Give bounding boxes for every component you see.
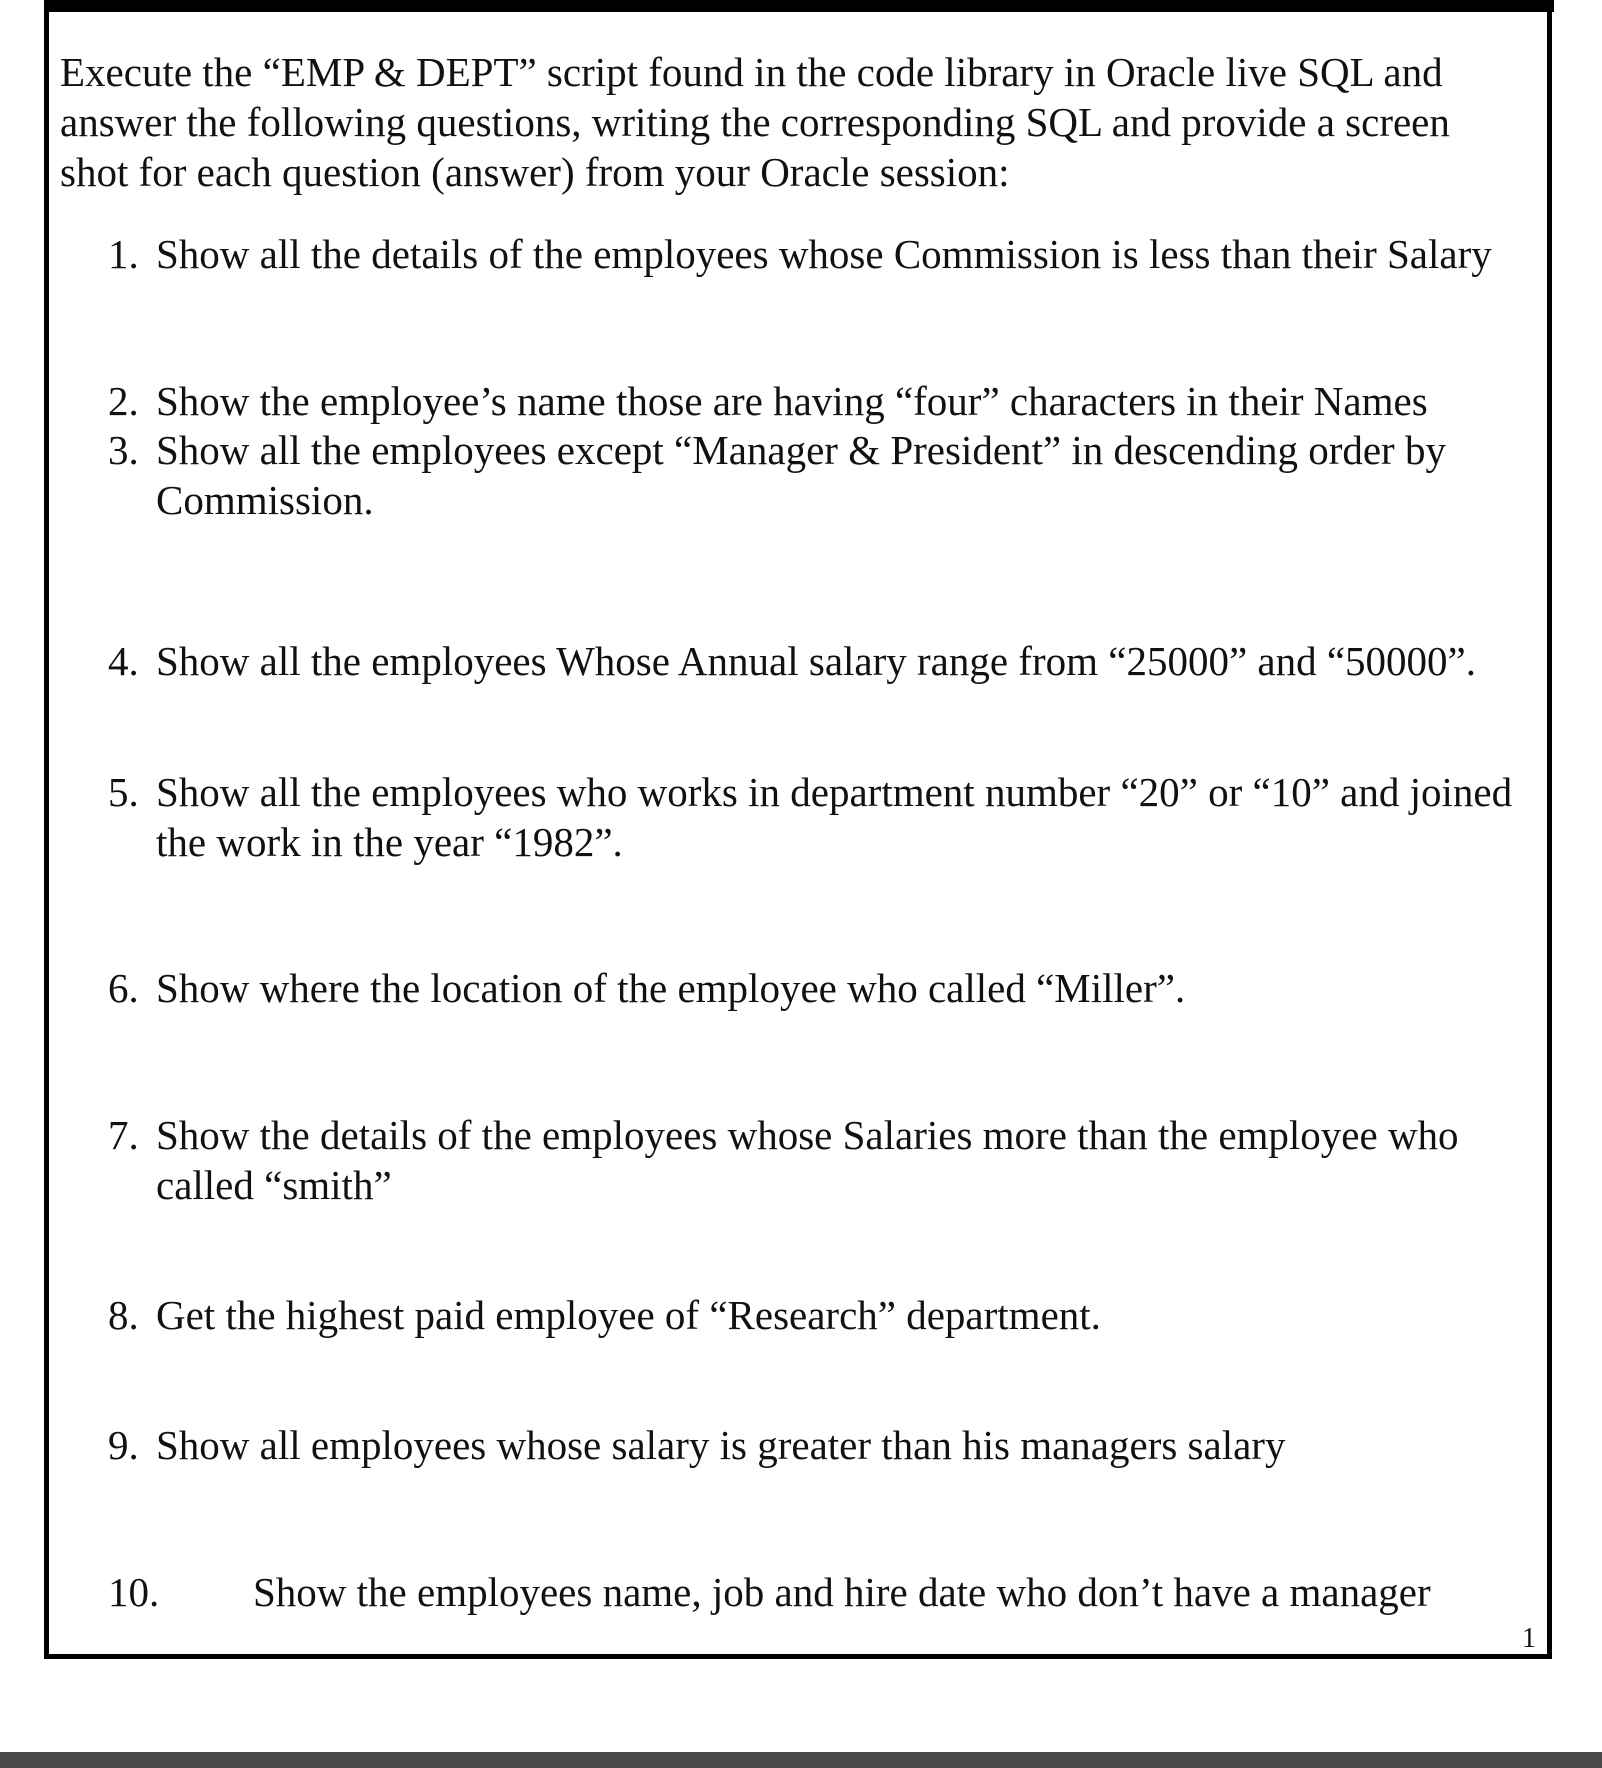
- question-text: Show all the employees who works in department number “20” or “10” and joined the work in the year “1982”.: [156, 769, 1513, 865]
- question-number: 1.: [108, 231, 139, 277]
- question-number: 6.: [108, 965, 139, 1011]
- question-number: 5.: [108, 769, 139, 815]
- question-text: Get the highest paid employee of “Research” department.: [156, 1292, 1101, 1338]
- question-text: Show all employees whose salary is greater than his managers salary: [156, 1422, 1286, 1468]
- question-text: Show all the employees Whose Annual salary range from “25000” and “50000”.: [156, 638, 1476, 684]
- question-number: 10.: [108, 1569, 160, 1615]
- question-number: 2.: [108, 378, 139, 424]
- question-text: Show the employees name, job and hire date who don’t have a manager: [253, 1569, 1431, 1615]
- question-number: 4.: [108, 638, 139, 684]
- question-text: Show all the details of the employees whose Commission is less than their Salary: [156, 231, 1492, 277]
- question-text: Show all the employees except “Manager & President” in descending order by Commission.: [156, 427, 1446, 523]
- assignment-intro: Execute the “EMP & DEPT” script found in the code library in Oracle live SQL and answer the following questions, writing the corresponding SQL and provide a screen shot for each question (answer) from your Oracle session:: [60, 49, 1450, 195]
- question-number: 3.: [108, 427, 139, 473]
- question-text: Show the details of the employees whose Salaries more than the employee who called “smith”: [156, 1112, 1459, 1208]
- page-number: 1: [1522, 1623, 1536, 1654]
- question-number: 9.: [108, 1422, 139, 1468]
- window-bottom-edge: [0, 1752, 1602, 1768]
- question-text: Show where the location of the employee who called “Miller”.: [156, 965, 1186, 1011]
- question-text: Show the employee’s name those are having “four” characters in their Names: [156, 378, 1428, 424]
- question-number: 8.: [108, 1292, 139, 1338]
- question-number: 7.: [108, 1112, 139, 1158]
